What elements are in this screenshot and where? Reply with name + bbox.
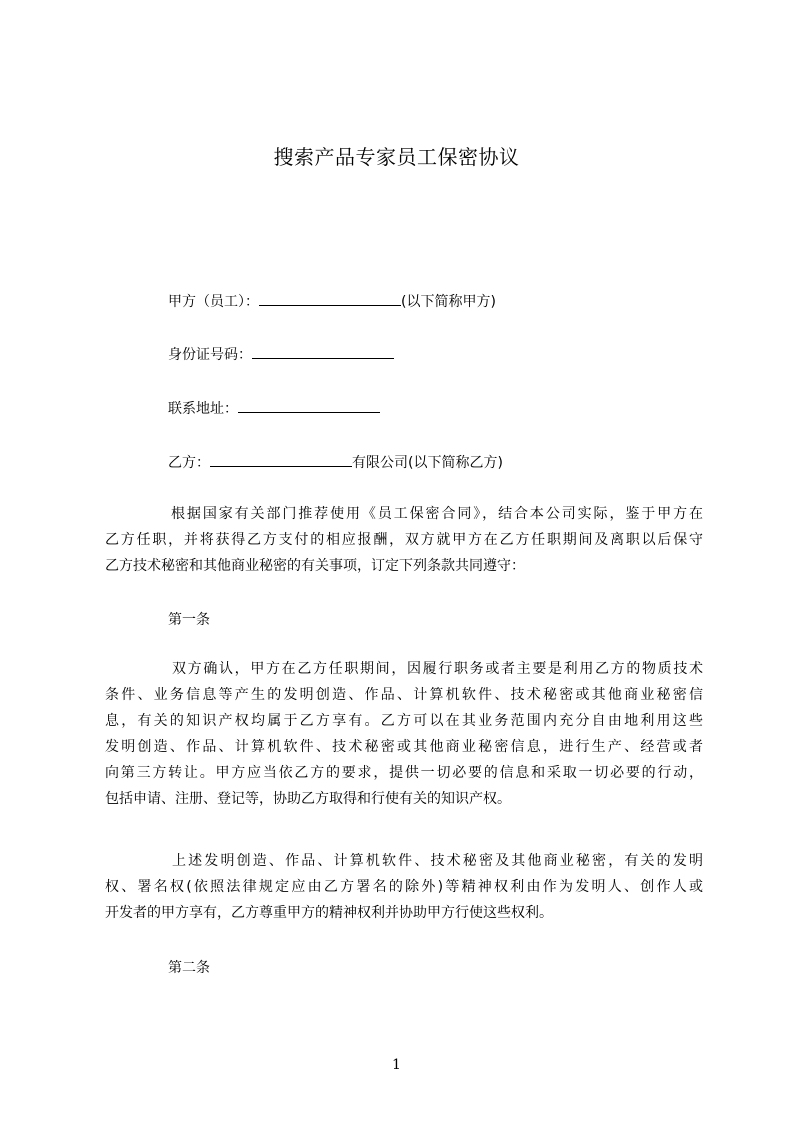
address-field (168, 398, 380, 419)
id-number-field (168, 344, 394, 365)
party-a-blank (259, 291, 401, 306)
party-b-blank (210, 452, 352, 467)
page-number: 1 (392, 1057, 401, 1073)
preamble-line: 乙方技术秘密和其他商业秘密的有关事项，订定下列条款共同遵守： (105, 558, 525, 574)
id-number-label: 身份证号码： (168, 347, 252, 363)
article-1-line: 权、署名权(依照法律规定应由乙方署名的除外)等精神权利由作为发明人、创作人或 (105, 879, 703, 895)
article-1-line: 条件、业务信息等产生的发明创造、作品、计算机软件、技术秘密或其他商业秘密信 (105, 687, 703, 703)
party-b-label: 乙方： (168, 455, 210, 471)
address-blank (238, 398, 380, 413)
preamble-paragraph (105, 501, 703, 579)
document-title: 搜索产品专家员工保密协议 (273, 145, 520, 169)
article-1-line: 上述发明创造、作品、计算机软件、技术秘密及其他商业秘密，有关的发明 (172, 853, 703, 869)
article-1-line: 向第三方转让。甲方应当依乙方的要求，提供一切必要的信息和采取一切必要的行动， (105, 765, 703, 781)
preamble-line: 乙方任职，并将获得乙方支付的相应报酬，双方就甲方在乙方任职期间及离职以后保守 (105, 532, 703, 548)
article-1-heading: 第一条 (168, 612, 210, 628)
preamble-line: 根据国家有关部门推荐使用《员工保密合同》，结合本公司实际，鉴于甲方在 (171, 506, 703, 522)
party-b-field (168, 452, 503, 473)
party-a-suffix: (以下简称甲方) (401, 294, 496, 310)
article-1-line: 包括申请、注册、登记等，协助乙方取得和行使有关的知识产权。 (105, 791, 511, 807)
article-1-line: 双方确认，甲方在乙方任职期间，因履行职务或者主要是利用乙方的物质技术 (172, 661, 703, 677)
article-1-line: 发明创造、作品、计算机软件、技术秘密或其他商业秘密信息，进行生产、经营或者 (105, 739, 703, 755)
party-a-label: 甲方（员工）： (168, 294, 259, 310)
article-1-line: 开发者的甲方享有，乙方尊重甲方的精神权利并协助甲方行使这些权利。 (105, 905, 553, 921)
party-a-field (168, 291, 496, 312)
address-label: 联系地址： (168, 401, 238, 417)
id-number-blank (252, 344, 394, 359)
article-1-line: 息，有关的知识产权均属于乙方享有。乙方可以在其业务范围内充分自由地利用这些 (105, 713, 703, 729)
party-b-suffix: 有限公司(以下简称乙方) (352, 455, 503, 471)
article-2-heading: 第二条 (168, 960, 210, 976)
article-1-paragraph-2 (105, 848, 703, 926)
article-1-paragraph-1 (105, 656, 703, 812)
